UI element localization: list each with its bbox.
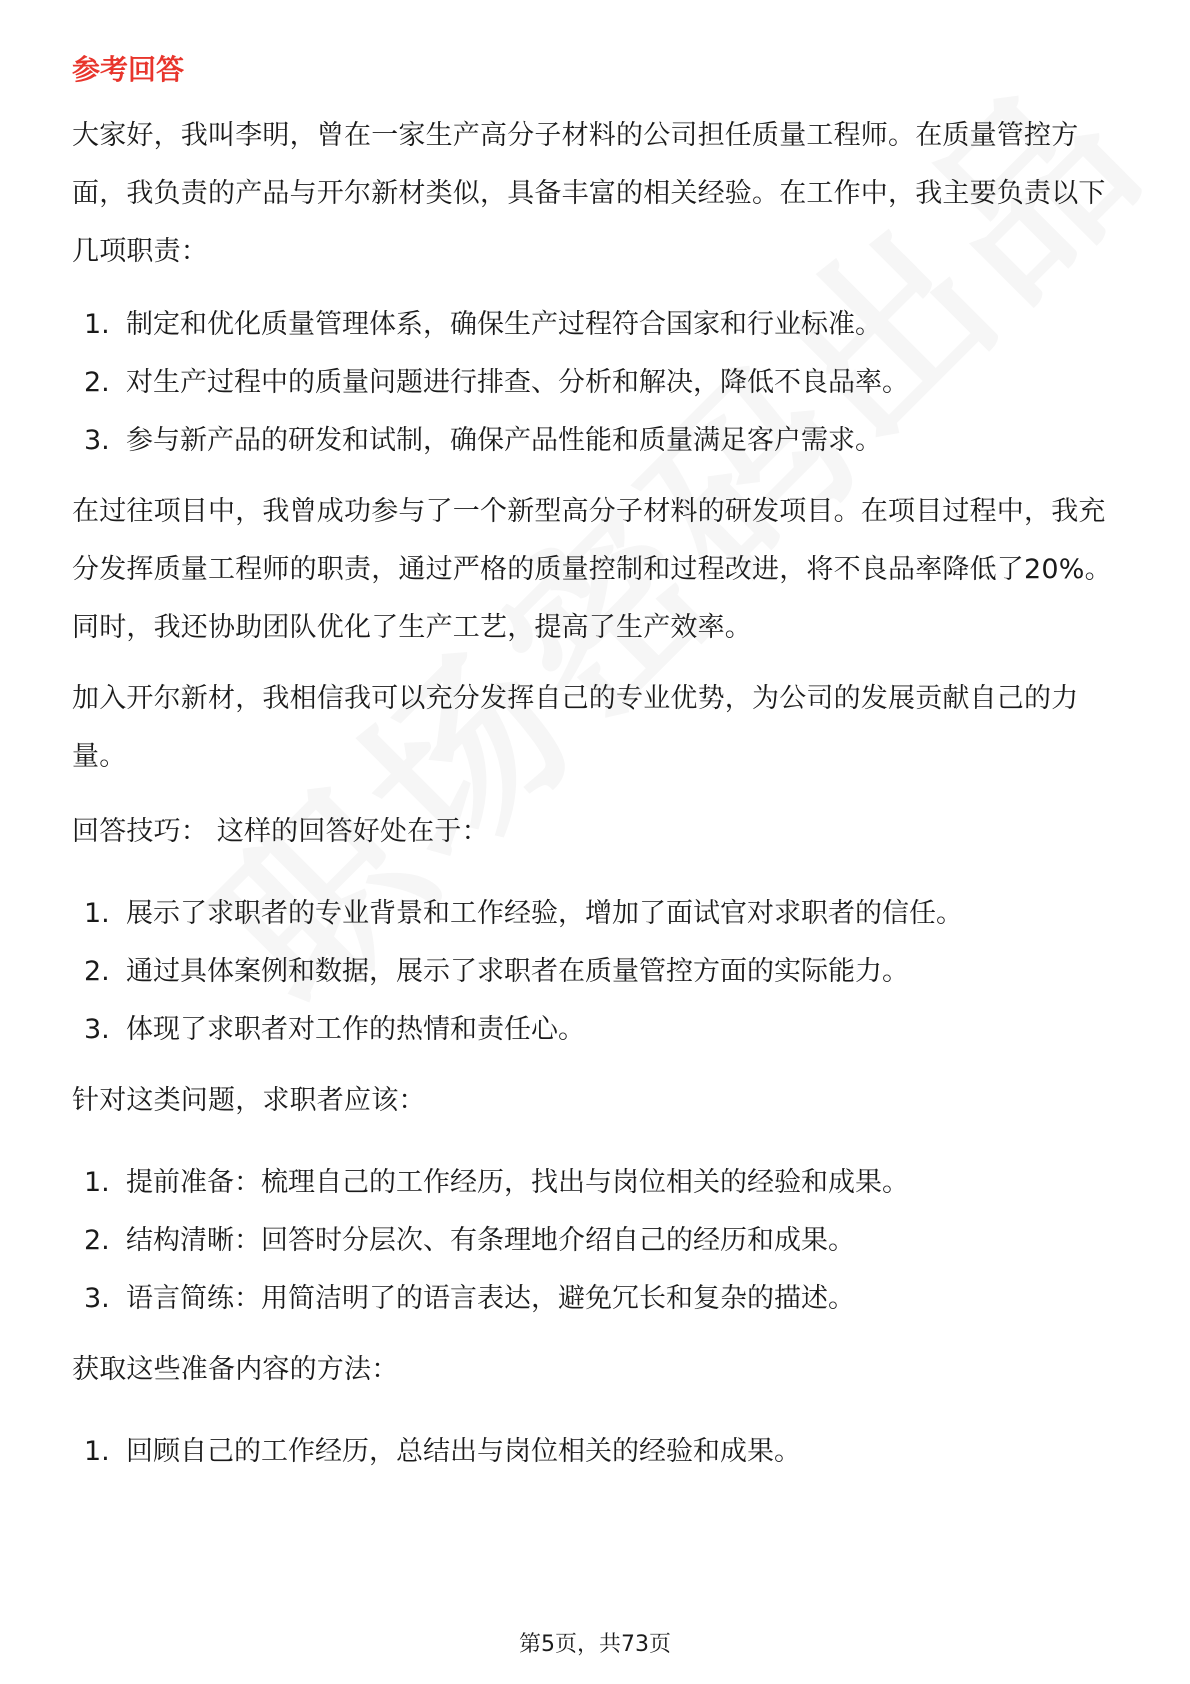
list-item [84,354,1124,412]
list-text: 参与新产品的研发和试制，确保产品性能和质量满足客户需求。 [126,425,882,456]
should-list [84,1154,1124,1328]
methods-list [84,1423,1124,1481]
list-number: 2. [84,1225,110,1256]
list-number: 2. [84,956,110,987]
list-item [84,412,1124,470]
list-text: 展示了求职者的专业背景和工作经验，增加了面试官对求职者的信任。 [126,898,963,929]
list-item [84,1154,1124,1212]
list-number: 1. [84,898,110,929]
list-item [84,885,1124,943]
list-text: 通过具体案例和数据，展示了求职者在质量管控方面的实际能力。 [126,956,909,987]
intro-paragraph: 大家好，我叫李明，曾在一家生产高分子材料的公司担任质量工程师。在质量管控方面，我负责的产品与开尔新材类似，具备丰富的相关经验。在工作中，我主要负责以下几项职责： [72,120,1106,267]
tips-title: 回答技巧： 这样的回答好处在于： [72,816,489,847]
should-title: 针对这类问题，求职者应该： [72,1085,426,1116]
list-text: 语言简练：用简洁明了的语言表达，避免冗长和复杂的描述。 [126,1283,855,1314]
list-number: 2. [84,367,110,398]
list-number: 1. [84,1436,110,1467]
page-number: 第5页，共73页 [519,1632,671,1657]
method-title: 获取这些准备内容的方法： [72,1354,399,1385]
project-paragraph: 在过往项目中，我曾成功参与了一个新型高分子材料的研发项目。在项目过程中，我充分发挥质量工程师的职责，通过严格的质量控制和过程改进，将不良品率降低了20%。同时，我还协助团队优化了生产工艺，提高了生产效率。 [72,496,1112,643]
list-text: 提前准备：梳理自己的工作经历，找出与岗位相关的经验和成果。 [126,1167,909,1198]
list-item [84,943,1124,1001]
duties-list [84,296,1124,470]
list-number: 1. [84,1167,110,1198]
list-item [84,1001,1124,1059]
list-number: 3. [84,1283,110,1314]
section-heading: 参考回答 [72,53,185,86]
list-text: 制定和优化质量管理体系，确保生产过程符合国家和行业标准。 [126,309,882,340]
list-number: 1. [84,309,110,340]
list-text: 对生产过程中的质量问题进行排查、分析和解决，降低不良品率。 [126,367,909,398]
list-item [84,1212,1124,1270]
list-text: 回顾自己的工作经历，总结出与岗位相关的经验和成果。 [126,1436,801,1467]
list-text: 体现了求职者对工作的热情和责任心。 [126,1014,585,1045]
list-item [84,1270,1124,1328]
list-item [84,1423,1124,1481]
list-text: 结构清晰：回答时分层次、有条理地介绍自己的经历和成果。 [126,1225,855,1256]
list-number: 3. [84,1014,110,1045]
join-paragraph: 加入开尔新材，我相信我可以充分发挥自己的专业优势，为公司的发展贡献自己的力量。 [72,683,1079,772]
list-item [84,296,1124,354]
tips-list [84,885,1124,1059]
list-number: 3. [84,425,110,456]
